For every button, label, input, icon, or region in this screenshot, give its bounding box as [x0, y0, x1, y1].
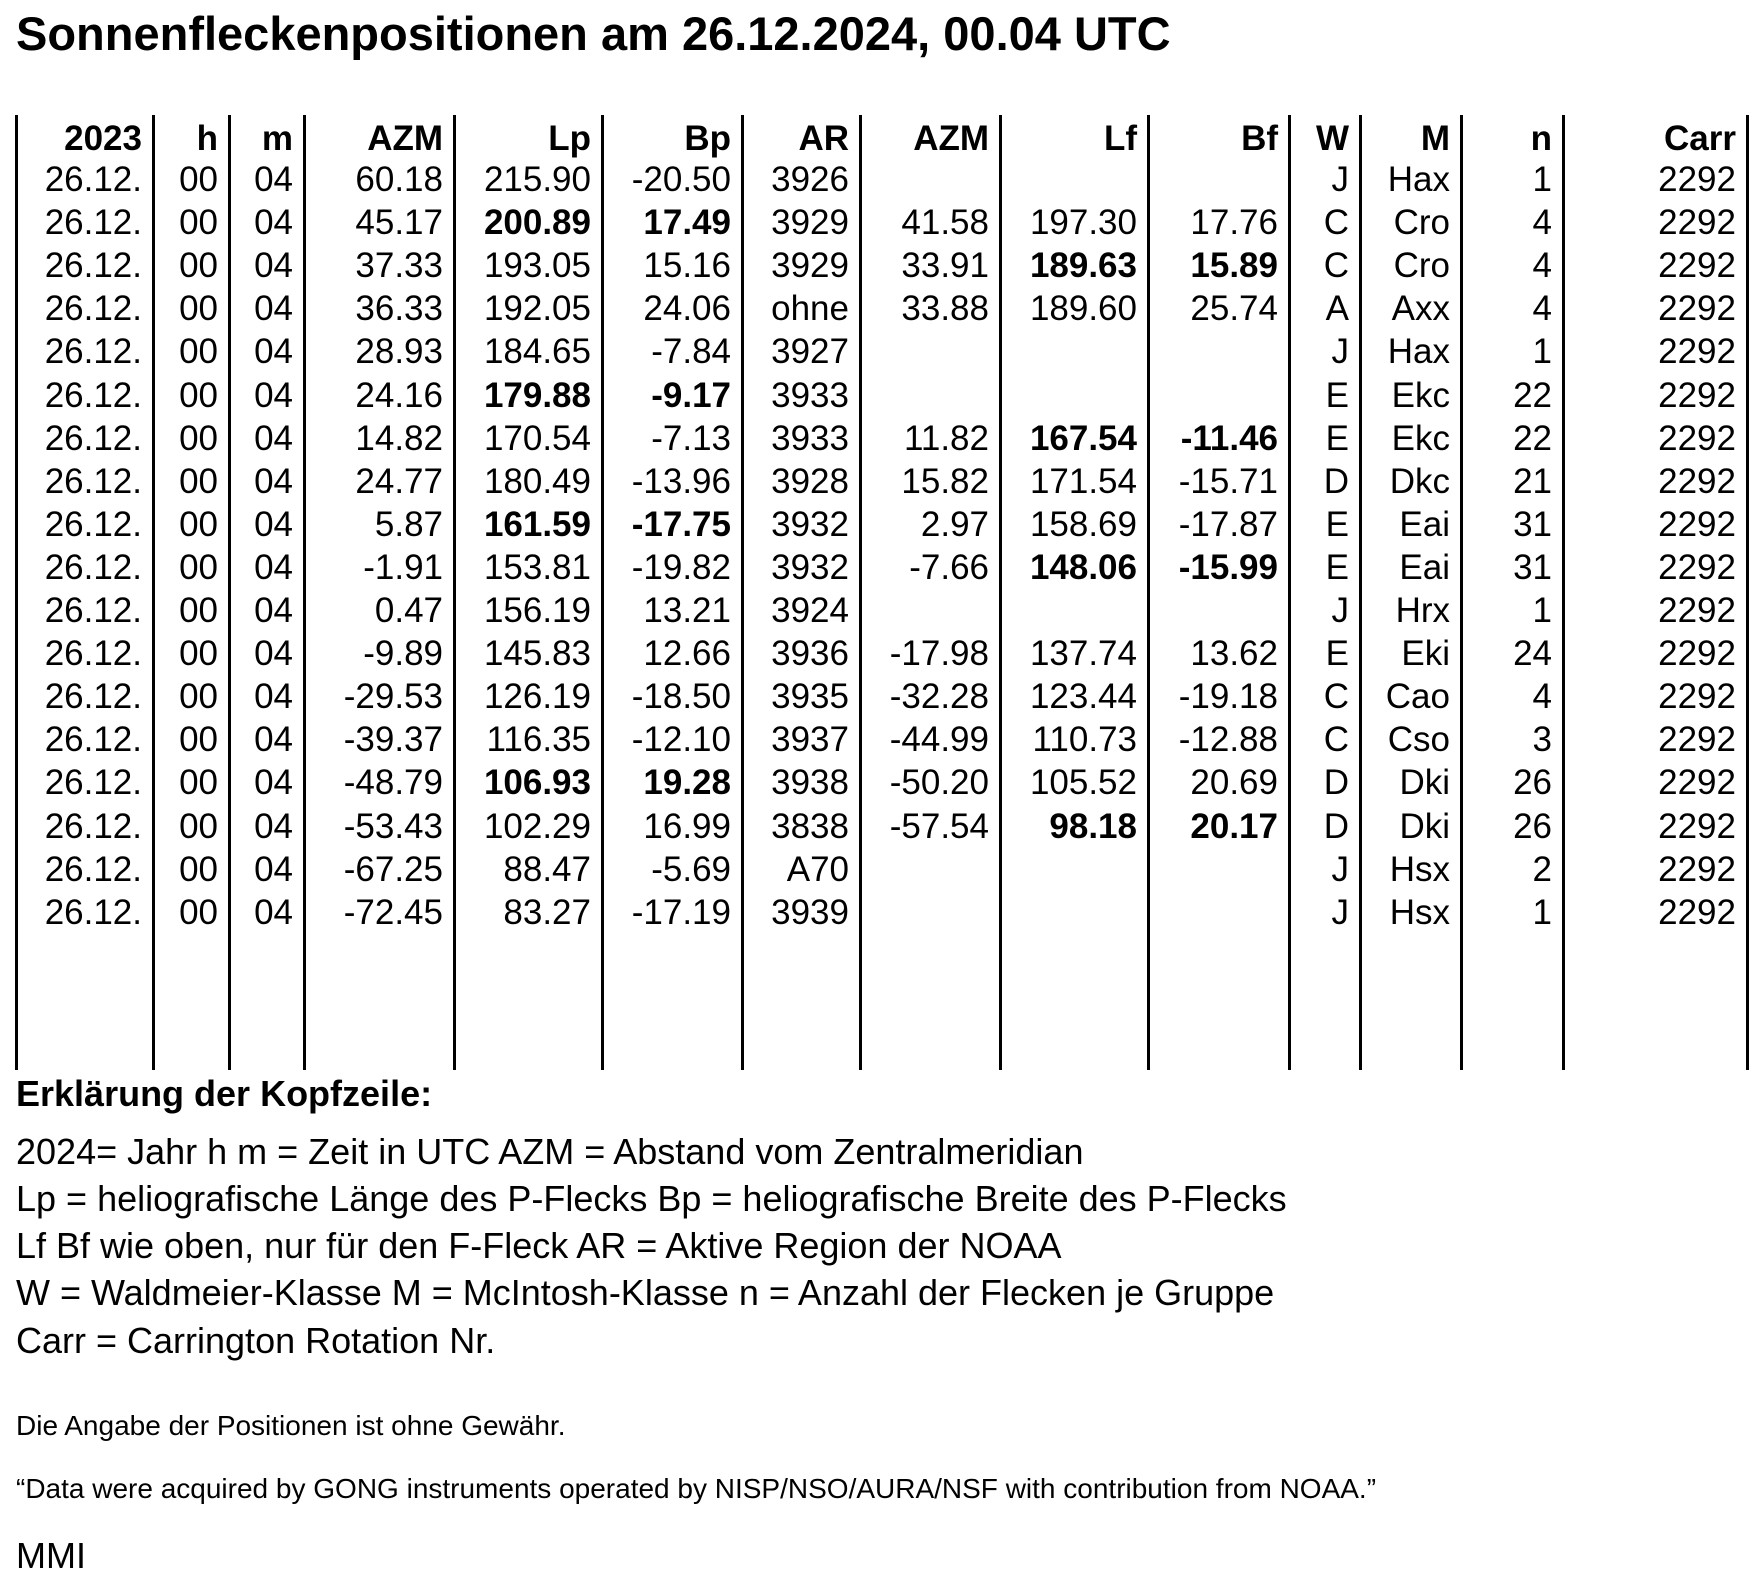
cell-lp: 161.59 — [483, 504, 591, 544]
cell-ar: 3933 — [771, 418, 849, 458]
signature: MMI — [16, 1535, 86, 1576]
cell-bp: -18.50 — [631, 677, 731, 717]
cell-hour: 00 — [179, 892, 218, 932]
cell-lp: 153.81 — [483, 547, 591, 587]
table-row — [0, 589, 1758, 632]
cell-bp: 24.06 — [643, 289, 731, 329]
cell-count: 22 — [1513, 375, 1552, 415]
cell-minute: 04 — [254, 634, 293, 674]
cell-lp: 145.83 — [483, 634, 591, 674]
cell-bp: -7.13 — [651, 418, 731, 458]
cell-hour: 00 — [179, 160, 218, 199]
cell-lf: 148.06 — [1029, 547, 1137, 587]
cell-azm-f — [862, 158, 999, 201]
header-waldmeier: W — [1315, 119, 1349, 158]
cell-minute: 04 — [254, 806, 293, 846]
cell-azm-f: -44.99 — [889, 720, 989, 760]
cell-lf: 98.18 — [1049, 806, 1137, 846]
cell-count: 24 — [1513, 634, 1552, 674]
cell-lp: 180.49 — [483, 461, 591, 501]
cell-hour: 00 — [179, 806, 218, 846]
cell-ar: 3926 — [771, 160, 849, 199]
cell-carrington: 2292 — [1658, 461, 1736, 501]
cell-bp: -5.69 — [651, 849, 731, 889]
cell-ar: 3933 — [771, 375, 849, 415]
cell-azm-p: -9.89 — [363, 634, 443, 674]
cell-date: 26.12. — [44, 203, 142, 243]
cell-lf: 137.74 — [1029, 634, 1137, 674]
header-lf: Lf — [1103, 119, 1137, 158]
cell-waldmeier: J — [1331, 332, 1349, 372]
cell-count: 1 — [1532, 332, 1552, 372]
cell-mcintosh: Cso — [1387, 720, 1450, 760]
cell-lp: 88.47 — [503, 849, 591, 889]
cell-azm-f — [862, 589, 999, 632]
cell-mcintosh: Cao — [1385, 677, 1450, 717]
cell-carrington: 2292 — [1658, 634, 1736, 674]
cell-mcintosh: Eki — [1401, 634, 1450, 674]
cell-azm-p: 24.16 — [355, 375, 443, 415]
cell-carrington: 2292 — [1658, 246, 1736, 286]
cell-count: 26 — [1513, 806, 1552, 846]
legend-line-carrington: Carr = Carrington Rotation Nr. — [16, 1320, 496, 1361]
cell-date: 26.12. — [44, 418, 142, 458]
cell-azm-p: -67.25 — [343, 849, 443, 889]
cell-carrington: 2292 — [1658, 806, 1736, 846]
cell-lf — [1002, 589, 1147, 632]
cell-bf: 20.17 — [1190, 806, 1278, 846]
cell-lp: 179.88 — [483, 375, 591, 415]
table-row — [0, 805, 1758, 848]
header-azm-p: AZM — [367, 119, 443, 158]
cell-bp: -19.82 — [631, 547, 731, 587]
cell-minute: 04 — [254, 332, 293, 372]
cell-minute: 04 — [254, 418, 293, 458]
cell-azm-p: 14.82 — [355, 418, 443, 458]
legend-line-p-fleck: Lp = heliografische Länge des P-Flecks Bp = heliografische Breite des P-Flecks — [16, 1178, 1287, 1219]
cell-azm-f: -17.98 — [889, 634, 989, 674]
cell-lf: 105.52 — [1029, 763, 1137, 803]
header-ar: AR — [798, 119, 849, 158]
cell-azm-p: -1.91 — [363, 547, 443, 587]
cell-lf — [1002, 891, 1147, 934]
cell-date: 26.12. — [44, 849, 142, 889]
cell-mcintosh: Hax — [1387, 160, 1450, 199]
legend-heading: Erklärung der Kopfzeile: — [16, 1073, 433, 1114]
cell-waldmeier: J — [1331, 591, 1349, 630]
table-row — [0, 287, 1758, 330]
cell-carrington: 2292 — [1658, 892, 1736, 932]
cell-bf: 17.76 — [1190, 203, 1278, 243]
cell-carrington: 2292 — [1658, 289, 1736, 329]
cell-bf — [1150, 891, 1288, 934]
header-date: 2023 — [64, 119, 142, 158]
cell-hour: 00 — [179, 763, 218, 803]
cell-azm-p: 28.93 — [355, 332, 443, 372]
cell-minute: 04 — [254, 461, 293, 501]
data-credit-text: “Data were acquired by GONG instruments operated by NISP/NSO/AURA/NSF with contribution from NOAA.” — [16, 1473, 1377, 1504]
cell-lp: 192.05 — [483, 289, 591, 329]
cell-hour: 00 — [179, 849, 218, 889]
cell-azm-f: -50.20 — [889, 763, 989, 803]
cell-minute: 04 — [254, 892, 293, 932]
cell-hour: 00 — [179, 634, 218, 674]
table-header-row — [0, 117, 1758, 160]
cell-date: 26.12. — [44, 547, 142, 587]
cell-minute: 04 — [254, 246, 293, 286]
cell-bf — [1150, 330, 1288, 373]
cell-carrington: 2292 — [1658, 160, 1736, 199]
cell-date: 26.12. — [44, 461, 142, 501]
cell-waldmeier: E — [1325, 547, 1349, 587]
cell-ar: 3938 — [771, 763, 849, 803]
cell-minute: 04 — [254, 720, 293, 760]
cell-minute: 04 — [254, 763, 293, 803]
cell-carrington: 2292 — [1658, 504, 1736, 544]
legend-line-f-fleck: Lf Bf wie oben, nur für den F-Fleck AR = Aktive Region der NOAA — [16, 1225, 1062, 1266]
cell-hour: 00 — [179, 720, 218, 760]
cell-count: 1 — [1532, 591, 1552, 630]
cell-bp: -20.50 — [631, 160, 731, 199]
cell-waldmeier: J — [1331, 849, 1349, 889]
cell-mcintosh: Ekc — [1391, 418, 1450, 458]
cell-azm-f — [862, 330, 999, 373]
cell-date: 26.12. — [44, 332, 142, 372]
cell-lp: 102.29 — [483, 806, 591, 846]
cell-mcintosh: Cro — [1393, 246, 1450, 286]
cell-bp: 13.21 — [643, 591, 731, 630]
cell-lp: 126.19 — [483, 677, 591, 717]
header-mcintosh: M — [1420, 119, 1450, 158]
cell-mcintosh: Hrx — [1395, 591, 1450, 630]
cell-minute: 04 — [254, 591, 293, 630]
cell-bp: -12.10 — [631, 720, 731, 760]
cell-hour: 00 — [179, 504, 218, 544]
cell-count: 2 — [1532, 849, 1552, 889]
cell-carrington: 2292 — [1658, 763, 1736, 803]
cell-date: 26.12. — [44, 634, 142, 674]
cell-ar: 3932 — [771, 504, 849, 544]
cell-lf — [1002, 158, 1147, 201]
cell-azm-p: 60.18 — [355, 160, 443, 199]
cell-carrington: 2292 — [1658, 591, 1736, 630]
cell-bp: -13.96 — [631, 461, 731, 501]
cell-mcintosh: Dki — [1399, 763, 1450, 803]
table-row — [0, 503, 1758, 546]
cell-hour: 00 — [179, 203, 218, 243]
cell-bf: -19.18 — [1178, 677, 1278, 717]
cell-minute: 04 — [254, 375, 293, 415]
cell-azm-f: 33.88 — [901, 289, 989, 329]
cell-waldmeier: J — [1331, 892, 1349, 932]
cell-bf: 25.74 — [1190, 289, 1278, 329]
header-count: n — [1530, 119, 1552, 158]
cell-azm-f — [862, 891, 999, 934]
cell-mcintosh: Axx — [1391, 289, 1450, 329]
cell-bp: 15.16 — [643, 246, 731, 286]
cell-azm-f: 11.82 — [904, 418, 989, 458]
cell-date: 26.12. — [44, 763, 142, 803]
cell-bf — [1150, 589, 1288, 632]
cell-date: 26.12. — [44, 289, 142, 329]
cell-carrington: 2292 — [1658, 203, 1736, 243]
cell-azm-f: -57.54 — [889, 806, 989, 846]
cell-ar: 3929 — [771, 246, 849, 286]
cell-waldmeier: E — [1325, 375, 1349, 415]
cell-lp: 170.54 — [483, 418, 591, 458]
header-azm-f: AZM — [913, 119, 989, 158]
cell-bf: -15.99 — [1178, 547, 1278, 587]
cell-azm-p: 24.77 — [355, 461, 443, 501]
cell-waldmeier: A — [1325, 289, 1349, 329]
cell-azm-p: 0.47 — [374, 591, 443, 630]
cell-bf — [1150, 374, 1288, 417]
table-row — [0, 675, 1758, 718]
cell-lp: 83.27 — [503, 892, 591, 932]
cell-azm-p: -39.37 — [343, 720, 443, 760]
table-row — [0, 761, 1758, 804]
table-row — [0, 718, 1758, 761]
cell-azm-p: -53.43 — [343, 806, 443, 846]
cell-carrington: 2292 — [1658, 375, 1736, 415]
table-row — [0, 848, 1758, 891]
cell-count: 1 — [1532, 160, 1552, 199]
cell-waldmeier: C — [1323, 246, 1349, 286]
cell-date: 26.12. — [44, 375, 142, 415]
cell-bp: -17.19 — [631, 892, 731, 932]
cell-hour: 00 — [179, 375, 218, 415]
cell-lp: 184.65 — [483, 332, 591, 372]
cell-azm-p: -29.53 — [343, 677, 443, 717]
cell-count: 31 — [1513, 547, 1552, 587]
table-row — [0, 330, 1758, 373]
header-carrington: Carr — [1664, 119, 1736, 158]
cell-azm-p: 37.33 — [355, 246, 443, 286]
cell-hour: 00 — [179, 332, 218, 372]
cell-azm-f: -32.28 — [889, 677, 989, 717]
cell-bp: -9.17 — [651, 375, 731, 415]
cell-lf — [1002, 330, 1147, 373]
cell-mcintosh: Eai — [1399, 547, 1450, 587]
cell-waldmeier: E — [1325, 634, 1349, 674]
header-bf: Bf — [1241, 119, 1278, 158]
cell-carrington: 2292 — [1658, 849, 1736, 889]
cell-bp: 16.99 — [643, 806, 731, 846]
cell-ar: A70 — [786, 849, 849, 889]
table-row — [0, 891, 1758, 934]
cell-lf — [1002, 848, 1147, 891]
cell-ar: 3924 — [771, 591, 849, 630]
cell-mcintosh: Hsx — [1389, 892, 1450, 932]
cell-lp: 215.90 — [483, 160, 591, 199]
cell-minute: 04 — [254, 849, 293, 889]
cell-carrington: 2292 — [1658, 418, 1736, 458]
cell-ar: 3936 — [771, 634, 849, 674]
cell-hour: 00 — [179, 461, 218, 501]
cell-carrington: 2292 — [1658, 677, 1736, 717]
cell-date: 26.12. — [44, 806, 142, 846]
cell-date: 26.12. — [44, 246, 142, 286]
cell-ar: 3929 — [771, 203, 849, 243]
cell-count: 4 — [1532, 677, 1552, 717]
cell-bf: 20.69 — [1190, 763, 1278, 803]
cell-count: 4 — [1532, 203, 1552, 243]
header-hour: h — [196, 119, 218, 158]
cell-lf: 197.30 — [1029, 203, 1137, 243]
cell-date: 26.12. — [44, 720, 142, 760]
cell-carrington: 2292 — [1658, 720, 1736, 760]
cell-waldmeier: E — [1325, 418, 1349, 458]
header-minute: m — [261, 119, 293, 158]
cell-ar: 3838 — [771, 806, 849, 846]
cell-bf: 15.89 — [1190, 246, 1278, 286]
cell-mcintosh: Cro — [1393, 203, 1450, 243]
table-row — [0, 417, 1758, 460]
table-row — [0, 158, 1758, 201]
cell-ar: 3928 — [771, 461, 849, 501]
cell-ar: 3927 — [771, 332, 849, 372]
cell-waldmeier: D — [1323, 461, 1349, 501]
cell-waldmeier: D — [1323, 763, 1349, 803]
cell-lf: 110.73 — [1032, 720, 1137, 760]
cell-waldmeier: C — [1323, 720, 1349, 760]
cell-azm-f: -7.66 — [909, 547, 989, 587]
table-row — [0, 201, 1758, 244]
cell-minute: 04 — [254, 203, 293, 243]
cell-bp: 12.66 — [643, 634, 731, 674]
cell-lp: 193.05 — [483, 246, 591, 286]
cell-mcintosh: Ekc — [1391, 375, 1450, 415]
cell-lf: 189.63 — [1029, 246, 1137, 286]
cell-hour: 00 — [179, 677, 218, 717]
cell-mcintosh: Hax — [1387, 332, 1450, 372]
table-row — [0, 244, 1758, 287]
cell-azm-f: 2.97 — [920, 504, 989, 544]
cell-bf — [1150, 158, 1288, 201]
cell-azm-p: -48.79 — [343, 763, 443, 803]
cell-azm-f — [862, 848, 999, 891]
cell-lf: 158.69 — [1029, 504, 1137, 544]
cell-date: 26.12. — [44, 677, 142, 717]
table-row — [0, 546, 1758, 589]
cell-lf: 171.54 — [1029, 461, 1137, 501]
cell-bf: -17.87 — [1178, 504, 1278, 544]
cell-azm-f: 33.91 — [901, 246, 989, 286]
cell-hour: 00 — [179, 418, 218, 458]
cell-lf: 189.60 — [1029, 289, 1137, 329]
cell-count: 26 — [1513, 763, 1552, 803]
cell-ar: 3935 — [771, 677, 849, 717]
cell-count: 4 — [1532, 246, 1552, 286]
cell-azm-f — [862, 374, 999, 417]
cell-azm-p: 5.87 — [374, 504, 443, 544]
cell-count: 22 — [1513, 418, 1552, 458]
cell-date: 26.12. — [44, 591, 142, 630]
cell-minute: 04 — [254, 504, 293, 544]
cell-bp: 19.28 — [643, 763, 731, 803]
cell-lp: 116.35 — [486, 720, 591, 760]
cell-azm-p: -72.45 — [343, 892, 443, 932]
cell-ar: 3937 — [771, 720, 849, 760]
cell-lp: 200.89 — [483, 203, 591, 243]
cell-bp: -7.84 — [651, 332, 731, 372]
cell-bp: -17.75 — [631, 504, 731, 544]
cell-count: 21 — [1513, 461, 1552, 501]
cell-ar: ohne — [771, 289, 849, 329]
cell-waldmeier: C — [1323, 677, 1349, 717]
table-row — [0, 374, 1758, 417]
cell-lp: 156.19 — [483, 591, 591, 630]
cell-bp: 17.49 — [643, 203, 731, 243]
cell-carrington: 2292 — [1658, 547, 1736, 587]
cell-mcintosh: Hsx — [1389, 849, 1450, 889]
cell-bf: -15.71 — [1178, 461, 1278, 501]
cell-count: 31 — [1513, 504, 1552, 544]
cell-lp: 106.93 — [483, 763, 591, 803]
cell-date: 26.12. — [44, 892, 142, 932]
cell-azm-f: 41.58 — [901, 203, 989, 243]
cell-azm-p: 36.33 — [355, 289, 443, 329]
cell-minute: 04 — [254, 677, 293, 717]
cell-lf: 167.54 — [1029, 418, 1137, 458]
cell-carrington: 2292 — [1658, 332, 1736, 372]
cell-hour: 00 — [179, 289, 218, 329]
cell-bf — [1150, 848, 1288, 891]
cell-minute: 04 — [254, 289, 293, 329]
cell-minute: 04 — [254, 547, 293, 587]
cell-count: 3 — [1532, 720, 1552, 760]
cell-ar: 3932 — [771, 547, 849, 587]
cell-hour: 00 — [179, 591, 218, 630]
cell-waldmeier: E — [1325, 504, 1349, 544]
cell-minute: 04 — [254, 160, 293, 199]
sunspot-table — [0, 115, 1758, 1070]
cell-waldmeier: D — [1323, 806, 1349, 846]
legend-line-year-time: 2024= Jahr h m = Zeit in UTC AZM = Abstand vom Zentralmeridian — [16, 1131, 1084, 1172]
cell-bf: -11.46 — [1180, 418, 1278, 458]
disclaimer-text: Die Angabe der Positionen ist ohne Gewähr. — [16, 1410, 566, 1441]
page-title: Sonnenfleckenpositionen am 26.12.2024, 00.04 UTC — [16, 7, 1171, 60]
cell-mcintosh: Eai — [1399, 504, 1450, 544]
cell-lf: 123.44 — [1029, 677, 1137, 717]
cell-waldmeier: C — [1323, 203, 1349, 243]
table-row — [0, 632, 1758, 675]
cell-hour: 00 — [179, 547, 218, 587]
cell-azm-p: 45.17 — [355, 203, 443, 243]
table-row — [0, 460, 1758, 503]
header-lp: Lp — [548, 119, 591, 158]
cell-count: 1 — [1532, 892, 1552, 932]
cell-azm-f: 15.82 — [901, 461, 989, 501]
cell-bf: -12.88 — [1178, 720, 1278, 760]
cell-date: 26.12. — [44, 504, 142, 544]
cell-waldmeier: J — [1331, 160, 1349, 199]
cell-date: 26.12. — [44, 160, 142, 199]
cell-lf — [1002, 374, 1147, 417]
legend-line-classes: W = Waldmeier-Klasse M = McIntosh-Klasse n = Anzahl der Flecken je Gruppe — [16, 1272, 1275, 1313]
cell-hour: 00 — [179, 246, 218, 286]
header-bp: Bp — [684, 119, 731, 158]
cell-mcintosh: Dki — [1399, 806, 1450, 846]
cell-ar: 3939 — [771, 892, 849, 932]
cell-bf: 13.62 — [1190, 634, 1278, 674]
cell-mcintosh: Dkc — [1389, 461, 1450, 501]
cell-count: 4 — [1532, 289, 1552, 329]
